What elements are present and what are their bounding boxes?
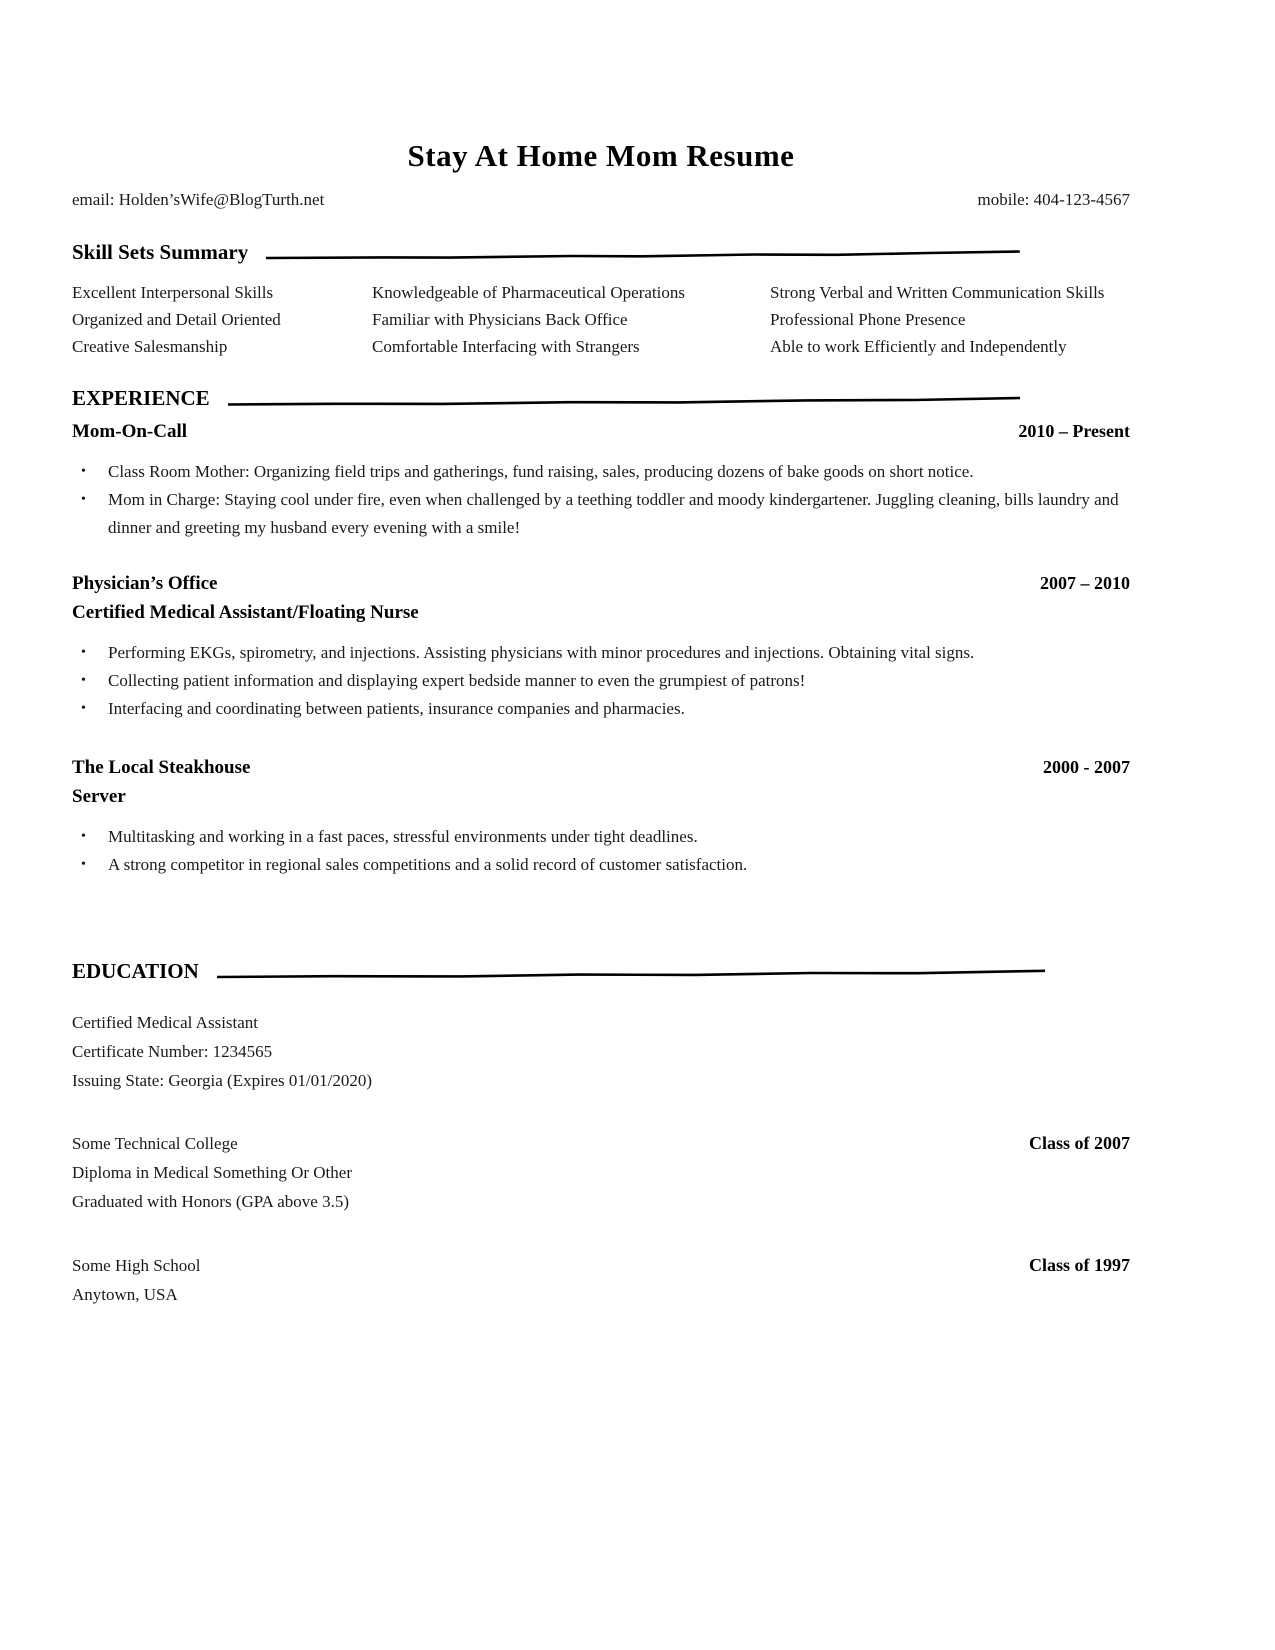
job-company: Mom-On-Call xyxy=(72,421,188,442)
skills-grid xyxy=(72,279,1130,360)
skills-section xyxy=(72,240,1130,360)
email-value: Holden’sWife@BlogTurth.net xyxy=(118,190,325,209)
bullet-text: Class Room Mother: Organizing field trips and gatherings, fund raising, sales, producing dozens of bake goods on short notice. xyxy=(108,462,974,481)
skill-item: Excellent Interpersonal Skills xyxy=(72,283,274,302)
edu-line-row xyxy=(72,1251,1130,1280)
skills-column-3 xyxy=(770,279,1130,360)
job-physicians-office xyxy=(72,569,1130,723)
job-dates: 2007 – 2010 xyxy=(1040,573,1130,593)
contact-mobile xyxy=(977,190,1130,210)
skills-section-header xyxy=(72,240,1130,265)
skill-item: Familiar with Physicians Back Office xyxy=(372,310,628,329)
edu-school-name: Some Technical College xyxy=(72,1134,238,1153)
skills-heading: Skill Sets Summary xyxy=(72,240,249,264)
job-company: Physician’s Office xyxy=(72,573,218,594)
bullet-icon: • xyxy=(81,673,86,688)
edu-line-row xyxy=(72,1129,1130,1158)
skill-item: Professional Phone Presence xyxy=(770,310,966,329)
bullet-text: Collecting patient information and displaying expert bedside manner to even the grumpiest of patrons! xyxy=(108,671,806,690)
bullet-list xyxy=(72,823,1130,879)
bullet-item xyxy=(72,823,1130,851)
edu-school-name: Some High School xyxy=(72,1256,201,1275)
bullet-list xyxy=(72,639,1130,723)
experience-section xyxy=(72,386,1130,879)
experience-section-header xyxy=(72,386,1130,411)
bullet-icon: • xyxy=(81,701,86,716)
section-rule-line xyxy=(266,245,1020,261)
bullet-icon: • xyxy=(81,829,86,844)
bullet-text: Performing EKGs, spirometry, and injections. Assisting physicians with minor procedures and injections. Obtaining vital signs. xyxy=(108,643,975,662)
job-company: The Local Steakhouse xyxy=(72,757,251,778)
job-role: Certified Medical Assistant/Floating Nurse xyxy=(72,602,419,623)
job-mom-on-call xyxy=(72,417,1130,542)
class-of-label: Class of 1997 xyxy=(1028,1255,1130,1275)
section-rule-line xyxy=(217,964,1045,980)
class-of-label: Class of 2007 xyxy=(1028,1133,1130,1153)
bullet-icon: • xyxy=(81,464,86,479)
mobile-label: mobile: xyxy=(977,190,1030,209)
mobile-value: 404-123-4567 xyxy=(1033,190,1130,209)
bullet-item xyxy=(72,695,1130,723)
edu-line: Anytown, USA xyxy=(72,1285,178,1304)
education-college xyxy=(72,1129,1130,1216)
bullet-item xyxy=(72,851,1130,879)
bullet-item xyxy=(72,458,1130,486)
job-local-steakhouse xyxy=(72,753,1130,879)
job-header xyxy=(72,569,1130,598)
skill-item: Organized and Detail Oriented xyxy=(72,310,281,329)
bullet-text: Multitasking and working in a fast paces, stressful environments under tight deadlines. xyxy=(108,827,698,846)
bullet-icon: • xyxy=(81,645,86,660)
contact-email xyxy=(72,190,324,210)
education-certification xyxy=(72,1008,1130,1095)
bullet-text: Interfacing and coordinating between patients, insurance companies and pharmacies. xyxy=(108,699,685,718)
bullet-text: Mom in Charge: Staying cool under fire, even when challenged by a teething toddler and moody kindergartener. Juggling cleaning, bills laundry and dinner and greeting my husband every evening with a smile! xyxy=(108,490,1119,537)
section-rule-line xyxy=(228,391,1020,407)
skill-item: Knowledgeable of Pharmaceutical Operations xyxy=(372,283,685,302)
edu-line: Diploma in Medical Something Or Other xyxy=(72,1163,352,1182)
edu-line: Graduated with Honors (GPA above 3.5) xyxy=(72,1192,349,1211)
bullet-item xyxy=(72,639,1130,667)
education-high-school xyxy=(72,1251,1130,1309)
education-section-header xyxy=(72,959,1130,984)
job-dates: 2000 - 2007 xyxy=(1043,757,1130,777)
bullet-icon: • xyxy=(81,857,86,872)
bullet-icon: • xyxy=(81,492,86,507)
job-header xyxy=(72,753,1130,782)
education-section xyxy=(72,959,1130,1309)
edu-line: Issuing State: Georgia (Expires 01/01/2020) xyxy=(72,1071,372,1090)
skill-item: Strong Verbal and Written Communication Skills xyxy=(770,283,1105,302)
bullet-item xyxy=(72,486,1130,542)
job-dates: 2010 – Present xyxy=(1018,421,1130,441)
job-header xyxy=(72,417,1130,446)
bullet-text: A strong competitor in regional sales competitions and a solid record of customer satisfaction. xyxy=(108,855,748,874)
edu-line: Certified Medical Assistant xyxy=(72,1013,259,1032)
bullet-list xyxy=(72,458,1130,542)
email-label: email: xyxy=(72,190,115,209)
skills-column-1 xyxy=(72,279,372,360)
skills-column-2 xyxy=(372,279,770,360)
skill-item: Able to work Efficiently and Independently xyxy=(770,337,1067,356)
education-heading: EDUCATION xyxy=(72,959,199,983)
bullet-item xyxy=(72,667,1130,695)
page-title: Stay At Home Mom Resume xyxy=(407,138,795,173)
experience-heading: EXPERIENCE xyxy=(72,386,210,410)
edu-line: Certificate Number: 1234565 xyxy=(72,1042,273,1061)
contact-row xyxy=(72,190,1130,210)
skill-item: Comfortable Interfacing with Strangers xyxy=(372,337,640,356)
job-role: Server xyxy=(72,786,126,807)
skill-item: Creative Salesmanship xyxy=(72,337,228,356)
